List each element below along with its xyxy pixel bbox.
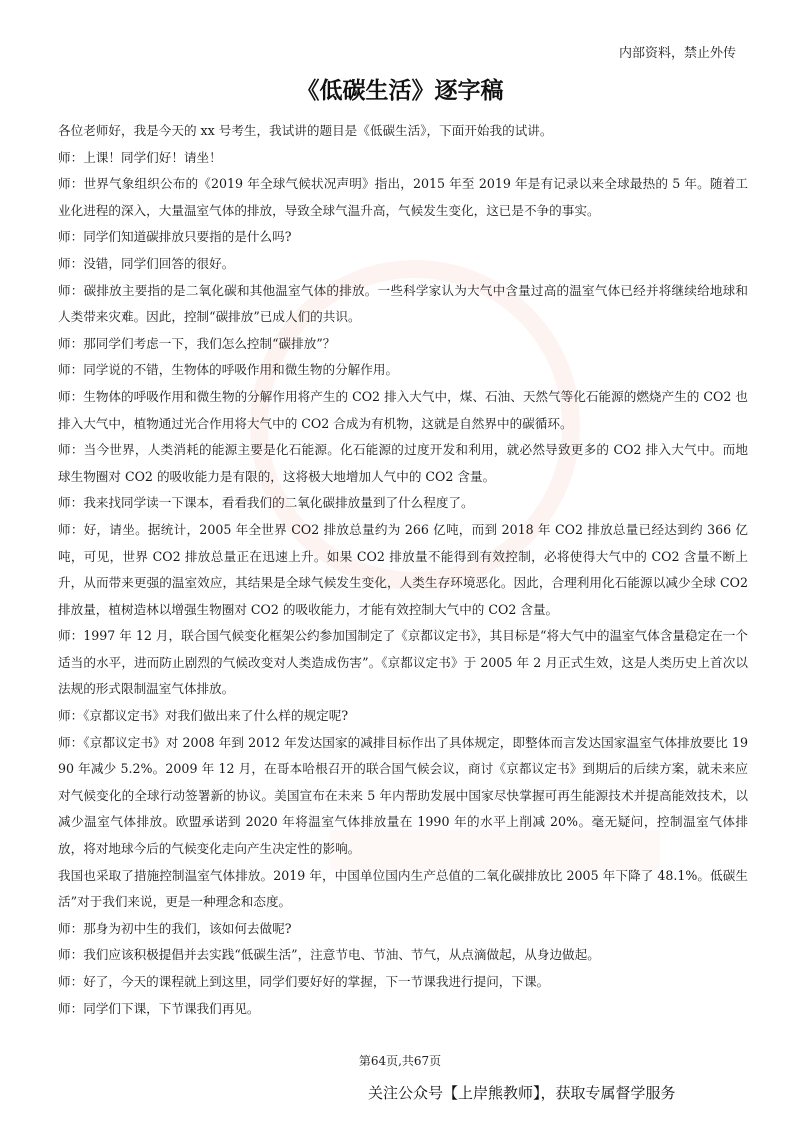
paragraph: 师：同学们知道碳排放只要指的是什么吗? (58, 229, 292, 245)
paragraph: 师：同学说的不错，生物体的呼吸作用和微生物的分解作用。 (58, 362, 399, 378)
paragraph: 师：世界气象组织公布的《2019 年全球气候状况声明》指出，2015 年至 2019 年是有记录以来全球最热的 5 年。随着工业化进程的深入，大量温室气体的排放，导致全球气温升高，气候发生变化，这已是不争的事实。 (58, 176, 748, 218)
paragraph: 师：没错，同学们回答的很好。 (58, 255, 235, 271)
paragraph: 师：我来找同学读一下课本，看看我们的二氧化碳排放量到了什么程度了。 (58, 495, 474, 511)
page-title: 《低碳生活》逐字稿 (296, 78, 504, 104)
paragraph: 师：上课！同学们好！请坐！ (58, 149, 222, 165)
paragraph: 师：我们应该积极提倡并去实践“低碳生活”，注意节电、节油、节气，从点滴做起，从身边做起。 (58, 947, 600, 963)
paragraph: 师：1997 年 12 月，联合国气候变化框架公约参加国制定了《京都议定书》，其目标是“将大气中的温室气体含量稳定在一个适当的水平，进而防止剧烈的气候改变对人类造成伤害”。《京都议定书》于 2005 年 2 月正式生效，这是人类历史上首次以法规的形式限制温室气体排放。 (58, 628, 748, 697)
paragraph: 师：好了，今天的课程就上到这里，同学们要好好的掌握，下一节课我进行提问，下课。 (58, 974, 550, 989)
footer-promo: 关注公众号【上岸熊教师】，获取专属督学服务 (368, 1084, 676, 1102)
page-number: 第64页,共67页 (358, 1054, 442, 1068)
paragraph: 师：同学们下课，下节课我们再见。 (58, 1000, 260, 1016)
paragraph: 师：碳排放主要指的是二氧化碳和其他温室气体的排放。一些科学家认为大气中含量过高的温室气体已经并将继续给地球和人类带来灾难。因此，控制“碳排放”已成人们的共识。 (58, 282, 748, 325)
paragraph: 师：那同学们考虑一下，我们怎么控制“碳排放”？ (58, 335, 336, 351)
paragraph: 师：《京都议定书》对我们做出来了什么样的规定呢? (58, 708, 349, 724)
document-body (58, 118, 748, 1022)
paragraph: 师：好，请坐。据统计，2005 年全世界 CO2 排放总量约为 266 亿吨，而到 2018 年 CO2 排放总量已经达到约 366 亿吨，可见，世界 CO2 排放总量正在迅速上升。如果 CO2 排放量不能得到有效控制，必将使得大气中的 CO2 含量不断上升，从而带来更强的温室效应，其结果是全球气候发生变化，人类生存环境恶化。因此，合理利用化石能源以减少全球 CO2 排放量，植树造林以增强生物圈对 CO2 的吸收能力，才能有效控制大气中的 CO2 含量。 (58, 521, 748, 617)
paragraph: 师：那身为初中生的我们，该如何去做呢? (58, 920, 292, 936)
paragraph: 师：当今世界，人类消耗的能源主要是化石能源。化石能源的过度开发和利用，就必然导致更多的 CO2 排入大气中。而地球生物圈对 CO2 的吸收能力是有限的，这将极大地增加人气中的 CO2 含量。 (58, 442, 748, 484)
paragraph-intro: 各位老师好，我是今天的 xx 号考生，我试讲的题目是《低碳生活》，下面开始我的试讲。 (58, 123, 553, 138)
paragraph: 师：生物体的呼吸作用和微生物的分解作用将产生的 CO2 排入大气中，煤、石油、天然气等化石能源的燃烧产生的 CO2 也排入大气中，植物通过光合作用将大气中的 CO2 合成为有机物，这就是自然界中的碳循环。 (58, 388, 748, 431)
paragraph: 师：《京都议定书》对 2008 年到 2012 年发达国家的减排目标作出了具体规定，即整体而言发达国家温室气体排放要比 1990 年减少 5.2%。2009 年 12 月，在哥本哈根召开的联合国气候会议，商讨《京都议定书》到期后的后续方案，就未来应对气候变化的全球行动签署新的协议。美国宣布在未来 5 年内帮助发展中国家尽快掌握可再生能源技术并提高能效技术，以减少温室气体排放。欧盟承诺到 2020 年将温室气体排放量在 1990 年的水平上削减 20%。毫无疑问，控制温室气体排放，将对地球今后的气候变化走向产生决定性的影响。 (58, 734, 748, 857)
confidential-note: 内部资料，禁止外传 (618, 46, 736, 61)
paragraph: 我国也采取了措施控制温室气体排放。2019 年，中国单位国内生产总值的二氧化碳排放比 2005 年下降了 48.1%。低碳生活”对于我们来说，更是一种理念和态度。 (58, 867, 748, 910)
